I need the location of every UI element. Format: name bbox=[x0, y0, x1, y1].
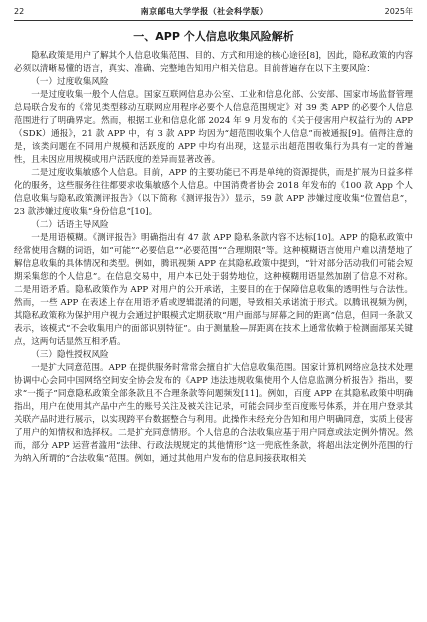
paragraph-2: 二是过度收集敏感个人信息。目前，APP 的主要功能已不再是单纯的资源提供，而是扩展为日益多样化的服务，这些服务往往都要求收集敏感个人信息。中国消费者协会 2018 年发布的《100 款 App 个人信息收集与隐私政策测评报告》（以下简称《测评报告》）显示，59 款 APP 涉嫌过度收集“位置信息”，23 款涉嫌过度收集“身份信息”[10]。 bbox=[14, 168, 413, 217]
page-number: 22 bbox=[14, 6, 25, 16]
journal-title: 南京邮电大学学报（社会科学版） bbox=[140, 6, 269, 16]
subsection-heading-2: （二）话语主导风险 bbox=[31, 220, 109, 230]
subsection-heading-3: （三）隐性授权风险 bbox=[31, 350, 109, 360]
paragraph-intro: 隐私政策是用户了解其个人信息收集范围、目的、方式和用途的核心途径[8]，因此，隐私政策的内容必须以清晰易懂的语言，真实、准确、完整地告知用户相关信息。目前普遍存在以下主要风险： bbox=[14, 51, 413, 74]
subsection-heading-1: （一）过度收集风险 bbox=[31, 77, 109, 87]
issue-year: 2025年 bbox=[384, 6, 413, 16]
running-header bbox=[14, 4, 413, 18]
article-body bbox=[14, 26, 413, 618]
section-heading: 一、APP 个人信息收集风险解析 bbox=[133, 30, 294, 43]
paragraph-1: 一是过度收集一般个人信息。国家互联网信息办公室、工业和信息化部、公安部、国家市场监督管理总局联合发布的《常见类型移动互联网应用程序必要个人信息范围规定》对 39 类 APP 的必要个人信息范围进行了明确界定。然而，根据工业和信息化部 2024 年 9 月发布的《关于侵害用户权益行为的 APP（SDK）通报》，21 款 APP 中，有 3 款 APP 均因为“超范围收集个人信息”而被通报[9]。值得注意的是，该类问题在不同用户规模和活跃度的 APP 中均有出现，这显示出超范围收集行为具有一定的普遍性，且未因应用规模或用户活跃度的差异而显著改善。 bbox=[14, 90, 413, 165]
paragraph-3: 一是用语模糊。《测评报告》明确指出有 47 款 APP 隐私条款内容不达标[10]。APP 的隐私政策中经常使用含糊的词语，如“可能”“必要信息”“必要范围”“合理期限”等。这种模糊语言使用户难以清楚地了解信息收集的具体情况和类型。例如，腾讯视频 APP 在其隐私政策中提到，“针对部分活动我们可能会短期采集您的个人信息”。在信息交易中，用户本已处于弱势地位，这种模糊用语显然加剧了信息不对称。二是用语矛盾。隐私政策作为 APP 对用户的公开承诺，主要目的在于保障信息收集的透明性与合法性。然而，一些 APP 在表述上存在用语矛盾或逻辑混淆的问题，导致相关承诺流于形式。以腾讯视频为例，其隐私政策称为保护用户视力会通过护眼模式定期获取“用户面部与屏幕之间的距离”信息，但同一条款又表示，该模式“不会收集用户的面部识别特征”。由于测量脸—屏距离在技术上通常依赖于检测面部某关键点，这两句话显然互相矛盾。 bbox=[14, 233, 413, 347]
paragraph-4: 一是扩大同意范围。APP 在提供服务时常常会擅自扩大信息收集范围。国家计算机网络应急技术处理协调中心会同中国网络空间安全协会发布的《APP 违法违规收集使用个人信息监测分析报告》指出，要求“一揽子”同意隐私政策全部条款且不合理条款等问题频发[11]。例如，百度 APP 在其隐私政策中明确指出，用户在使用其产品中产生的账号关注及被关注记录，可能会同步至百度账号体系，并在用户登录其关联产品时进行展示，以实现跨平台数据整合与利用。此操作未经充分告知和用户明确同意，实质上侵害了用户的知情权和选择权。二是扩充同意情形。个人信息的合法收集应基于用户同意或法定例外情况。然而，部分 APP 运营者滥用“法律、行政法规规定的其他情形”这一兜底性条款，将超出法定例外范围的行为纳入所谓的“合法收集”范围。例如，通过其他用户发布的信息间接获取相关 bbox=[14, 363, 413, 464]
header-rule bbox=[14, 20, 413, 21]
